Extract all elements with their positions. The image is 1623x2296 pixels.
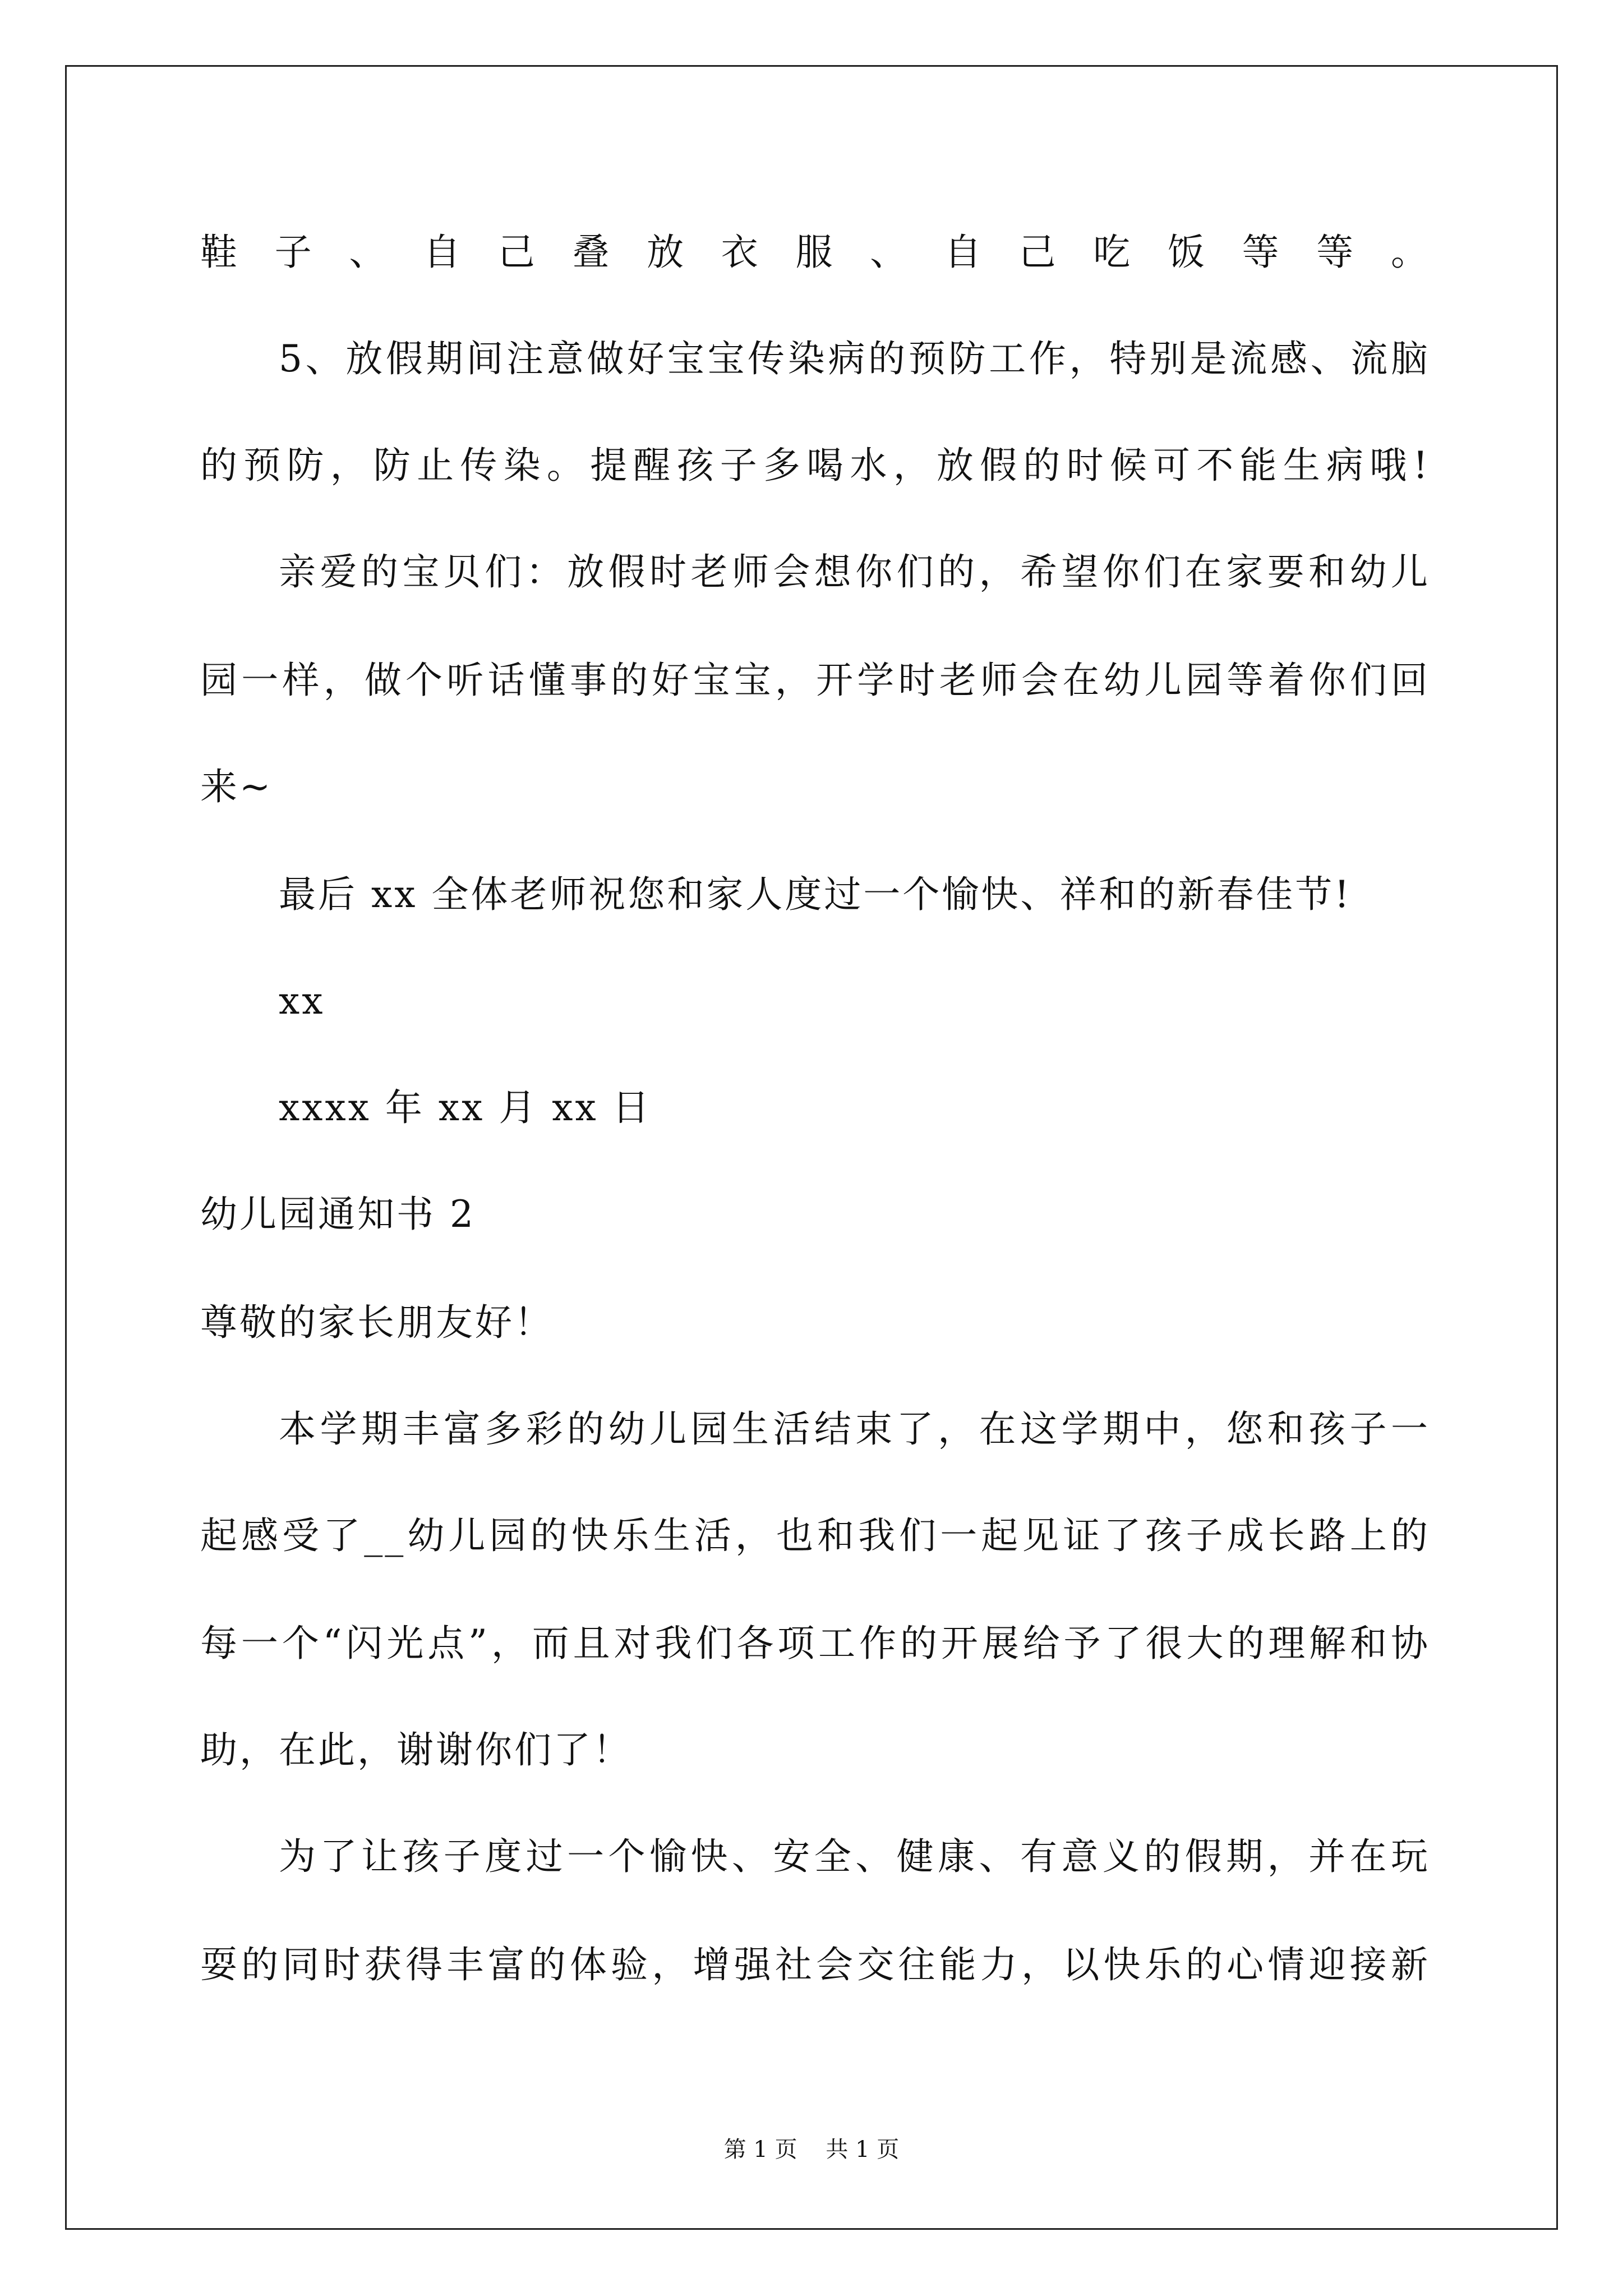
text-line: 本学期丰富多彩的幼儿园生活结束了，在这学期中，您和孩子一 [279, 1407, 1430, 1451]
text-line: 的预防，防止传染。提醒孩子多喝水，放假的时候可不能生病哦! [200, 444, 1430, 487]
text-line: 鞋子、自己叠放衣服、自己吃饭等等。 [200, 231, 1430, 274]
text-line: 助，在此，谢谢你们了！ [200, 1728, 632, 1772]
text-line: 每一个“闪光点”，而且对我们各项工作的开展给予了很大的理解和协 [200, 1622, 1430, 1665]
text-line: 为了让孩子度过一个愉快、安全、健康、有意义的假期，并在玩 [279, 1835, 1430, 1878]
page-footer: 第 1 页 共 1 页 [723, 2137, 900, 2162]
text-line: 最后 xx 全体老师祝您和家人度过一个愉快、祥和的新春佳节! [279, 873, 1352, 916]
text-line: 来~ [200, 765, 273, 808]
document-body [200, 0, 1430, 2076]
signature-name: xx [279, 979, 325, 1023]
text-line: 园一样，做个听话懂事的好宝宝，开学时老师会在幼儿园等着你们回 [200, 659, 1430, 702]
salutation: 尊敬的家长朋友好！ [200, 1301, 554, 1344]
section-heading: 幼儿园通知书 2 [200, 1193, 476, 1236]
text-line: 5、放假期间注意做好宝宝传染病的预防工作，特别是流感、流脑 [279, 337, 1430, 380]
text-line: 起感受了__幼儿园的快乐生活，也和我们一起见证了孩子成长路上的 [200, 1514, 1430, 1557]
signature-date: xxxx 年 xx 月 xx 日 [279, 1086, 652, 1129]
text-line: 亲爱的宝贝们：放假时老师会想你们的，希望你们在家要和幼儿 [279, 550, 1430, 593]
text-line: 耍的同时获得丰富的体验，增强社会交往能力，以快乐的心情迎接新 [200, 1943, 1430, 1986]
